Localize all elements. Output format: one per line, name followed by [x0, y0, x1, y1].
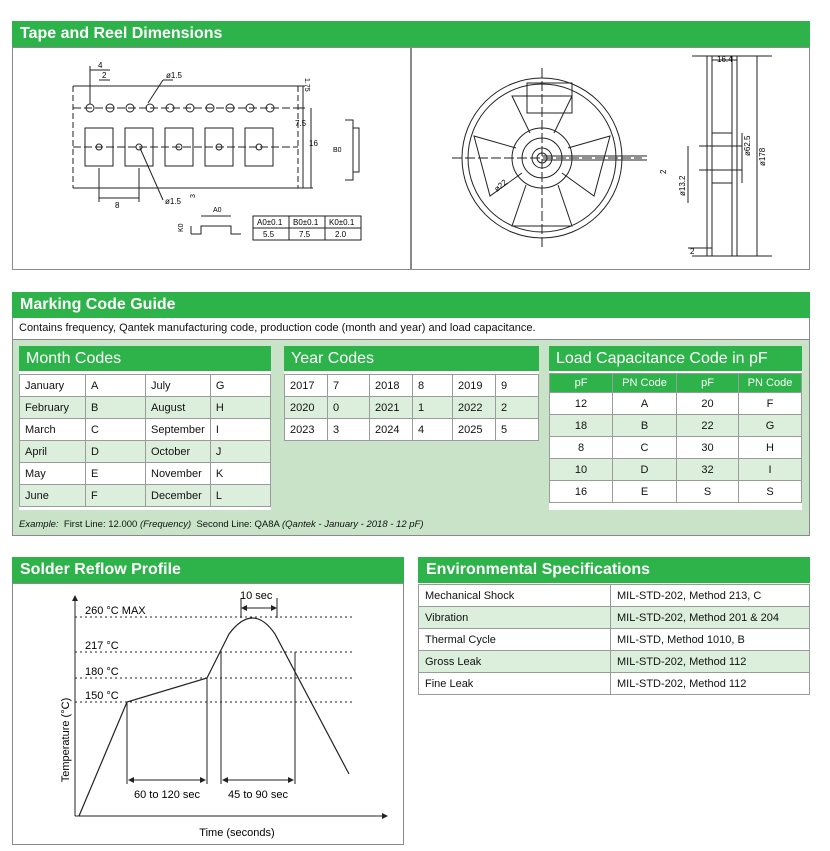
year-cell: 2021 [370, 397, 413, 419]
env-section-title: Environmental Specifications [426, 561, 651, 578]
label-span-2: 45 to 90 sec [228, 789, 288, 801]
marking-section-title: Marking Code Guide [20, 296, 176, 313]
month-code-cell: A [86, 375, 146, 397]
label-span-1: 60 to 120 sec [133, 789, 201, 801]
month-cell: November [146, 463, 211, 485]
solder-section-title: Solder Reflow Profile [20, 561, 181, 578]
month-code-cell: E [86, 463, 146, 485]
month-cell: May [20, 463, 86, 485]
dim-b0: B0 [333, 147, 342, 154]
dim-table-header-b0: B0±0.1 [293, 218, 319, 227]
cap-pf-cell: 16 [550, 481, 613, 503]
year-cell: 2019 [453, 375, 496, 397]
month-code-cell: C [86, 419, 146, 441]
dim-pitch2: 2 [102, 71, 107, 80]
reflow-curve [79, 618, 349, 816]
cap-pf-cell: 12 [550, 393, 613, 415]
month-cell: July [146, 375, 211, 397]
table-row [419, 673, 810, 695]
example-first-line: First Line: 12.000 [63, 519, 138, 530]
reel-diagram-panel [411, 47, 810, 270]
marking-example [19, 518, 799, 532]
year-cell: 2025 [453, 419, 496, 441]
solder-section-header [12, 557, 404, 583]
dim-hole-bottom: ø1.5 [165, 197, 182, 206]
reel-dim-178: ø178 [758, 147, 767, 166]
table-row [550, 459, 802, 481]
cap-code-cell: I [739, 459, 802, 481]
env-specs-table [418, 584, 810, 695]
cap-code-cell: G [739, 415, 802, 437]
env-standard-cell: MIL-STD-202, Method 201 & 204 [611, 607, 810, 629]
env-test-cell: Gross Leak [419, 651, 611, 673]
reel-dim-13-2: ø13.2 [678, 175, 687, 196]
cap-pf-cell: 8 [550, 437, 613, 459]
cap-codes-header [549, 346, 802, 371]
dim-table-value-b0: 7.5 [299, 230, 311, 239]
table-header-row [550, 374, 802, 393]
marking-description-text: Contains frequency, Qantek manufacturing code, production code (month and year) and load capacitance. [19, 322, 536, 334]
cap-header-pn: PN Code [739, 374, 802, 393]
table-row [20, 397, 271, 419]
table-row [550, 437, 802, 459]
dim-75: 7.5 [295, 119, 307, 128]
year-cell: 2018 [370, 375, 413, 397]
table-row [285, 397, 539, 419]
month-cell: September [146, 419, 211, 441]
year-cell: 2022 [453, 397, 496, 419]
year-cell: 2017 [285, 375, 328, 397]
year-codes-block [284, 346, 539, 440]
cap-code-cell: A [613, 393, 677, 415]
month-cell: August [146, 397, 211, 419]
year-codes-title: Year Codes [291, 350, 375, 367]
month-code-cell: I [210, 419, 270, 441]
dim-table-header-a0: A0±0.1 [257, 218, 283, 227]
tape-diagram [13, 48, 410, 269]
marking-section-header [12, 292, 810, 318]
cap-code-cell: D [613, 459, 677, 481]
dim-a0: A0 [213, 207, 222, 214]
month-codes-header [19, 346, 271, 371]
table-row [419, 585, 810, 607]
month-code-cell: D [86, 441, 146, 463]
label-10-sec: 10 sec [240, 590, 273, 602]
year-code-cell: 2 [496, 397, 539, 419]
month-cell: March [20, 419, 86, 441]
month-codes-block [19, 346, 271, 510]
tape-section-title: Tape and Reel Dimensions [20, 25, 223, 42]
table-row [20, 441, 271, 463]
label-180: 180 °C [85, 666, 119, 678]
cap-code-cell: E [613, 481, 677, 503]
month-code-cell: L [210, 485, 270, 507]
month-code-cell: B [86, 397, 146, 419]
year-cell: 2023 [285, 419, 328, 441]
year-code-cell: 1 [413, 397, 453, 419]
env-standard-cell: MIL-STD-202, Method 112 [611, 651, 810, 673]
reel-dim-16-4: 16.4 [717, 55, 733, 64]
dim-table-value-a0: 5.5 [263, 230, 275, 239]
label-217: 217 °C [85, 640, 119, 652]
table-row [285, 375, 539, 397]
year-code-cell: 5 [496, 419, 539, 441]
month-cell: October [146, 441, 211, 463]
cap-codes-table [549, 373, 802, 503]
table-row [20, 375, 271, 397]
cap-pf-cell: 22 [677, 415, 739, 437]
solder-profile-chart [13, 584, 403, 844]
year-cell: 2020 [285, 397, 328, 419]
reel-dim-2b: 2 [690, 247, 695, 256]
dim-k0: K0 [178, 223, 185, 232]
month-code-cell: G [210, 375, 270, 397]
table-row [285, 419, 539, 441]
reel-dim-62-5: ø62.5 [743, 135, 752, 156]
reel-dim-22: ø22 [492, 177, 509, 194]
month-cell: February [20, 397, 86, 419]
dim-table-header-k0: K0±0.1 [329, 218, 355, 227]
month-cell: January [20, 375, 86, 397]
env-test-cell: Mechanical Shock [419, 585, 611, 607]
x-axis-label: Time (seconds) [199, 827, 275, 839]
tape-diagram-panel [12, 47, 411, 270]
year-codes-table [284, 374, 539, 441]
cap-code-cell: S [739, 481, 802, 503]
table-row [419, 607, 810, 629]
reel-diagram [412, 48, 809, 269]
example-second-note: (Qantek - January - 2018 - 12 pF) [282, 519, 424, 530]
y-axis-label: Temperature (°C) [60, 697, 72, 783]
env-test-cell: Vibration [419, 607, 611, 629]
example-first-note: (Frequency) [139, 519, 192, 530]
month-codes-table [19, 374, 271, 507]
env-test-cell: Fine Leak [419, 673, 611, 695]
dim-pitch8: 8 [115, 201, 120, 210]
year-code-cell: 4 [413, 419, 453, 441]
cap-header-pf: pF [550, 374, 613, 393]
cap-codes-title: Load Capacitance Code in pF [556, 350, 768, 367]
dim-table-value-k0: 2.0 [335, 230, 347, 239]
month-code-cell: K [210, 463, 270, 485]
table-row [550, 481, 802, 503]
month-code-cell: J [210, 441, 270, 463]
tape-section-header [12, 21, 810, 47]
example-second-line: Second Line: QA8A [196, 519, 280, 530]
year-code-cell: 8 [413, 375, 453, 397]
marking-description [12, 318, 810, 340]
month-code-cell: F [86, 485, 146, 507]
month-cell: June [20, 485, 86, 507]
reel-dim-2a: 2 [659, 169, 668, 174]
month-code-cell: H [210, 397, 270, 419]
env-standard-cell: MIL-STD-202, Method 112 [611, 673, 810, 695]
table-row [419, 629, 810, 651]
dim-hole-top: ø1.5 [166, 71, 183, 80]
month-cell: April [20, 441, 86, 463]
table-row [419, 651, 810, 673]
cap-code-cell: H [739, 437, 802, 459]
table-row [20, 485, 271, 507]
cap-header-pf: pF [677, 374, 739, 393]
cap-code-cell: C [613, 437, 677, 459]
example-label: Example: [19, 519, 59, 530]
dim-16: 16 [309, 139, 318, 148]
year-code-cell: 0 [328, 397, 370, 419]
year-code-cell: 7 [328, 375, 370, 397]
cap-pf-cell: S [677, 481, 739, 503]
dim-3: 3 [190, 194, 197, 198]
cap-code-cell: F [739, 393, 802, 415]
cap-pf-cell: 30 [677, 437, 739, 459]
cap-pf-cell: 18 [550, 415, 613, 437]
year-cell: 2024 [370, 419, 413, 441]
month-codes-title: Month Codes [26, 350, 122, 367]
table-row [20, 419, 271, 441]
year-code-cell: 9 [496, 375, 539, 397]
year-codes-header [284, 346, 539, 371]
year-code-cell: 3 [328, 419, 370, 441]
cap-code-cell: B [613, 415, 677, 437]
env-section-header [418, 557, 810, 583]
cap-pf-cell: 20 [677, 393, 739, 415]
env-standard-cell: MIL-STD, Method 1010, B [611, 629, 810, 651]
table-row [550, 415, 802, 437]
cap-pf-cell: 32 [677, 459, 739, 481]
dim-pitch4: 4 [98, 61, 103, 70]
table-row [550, 393, 802, 415]
cap-header-pn: PN Code [613, 374, 677, 393]
solder-profile-panel [12, 583, 404, 845]
cap-codes-block [549, 346, 802, 510]
label-150: 150 °C [85, 690, 119, 702]
table-row [20, 463, 271, 485]
cap-pf-cell: 10 [550, 459, 613, 481]
month-cell: December [146, 485, 211, 507]
env-test-cell: Thermal Cycle [419, 629, 611, 651]
env-standard-cell: MIL-STD-202, Method 213, C [611, 585, 810, 607]
dim-175: 1.75 [303, 78, 310, 92]
label-260: 260 °C MAX [85, 605, 146, 617]
